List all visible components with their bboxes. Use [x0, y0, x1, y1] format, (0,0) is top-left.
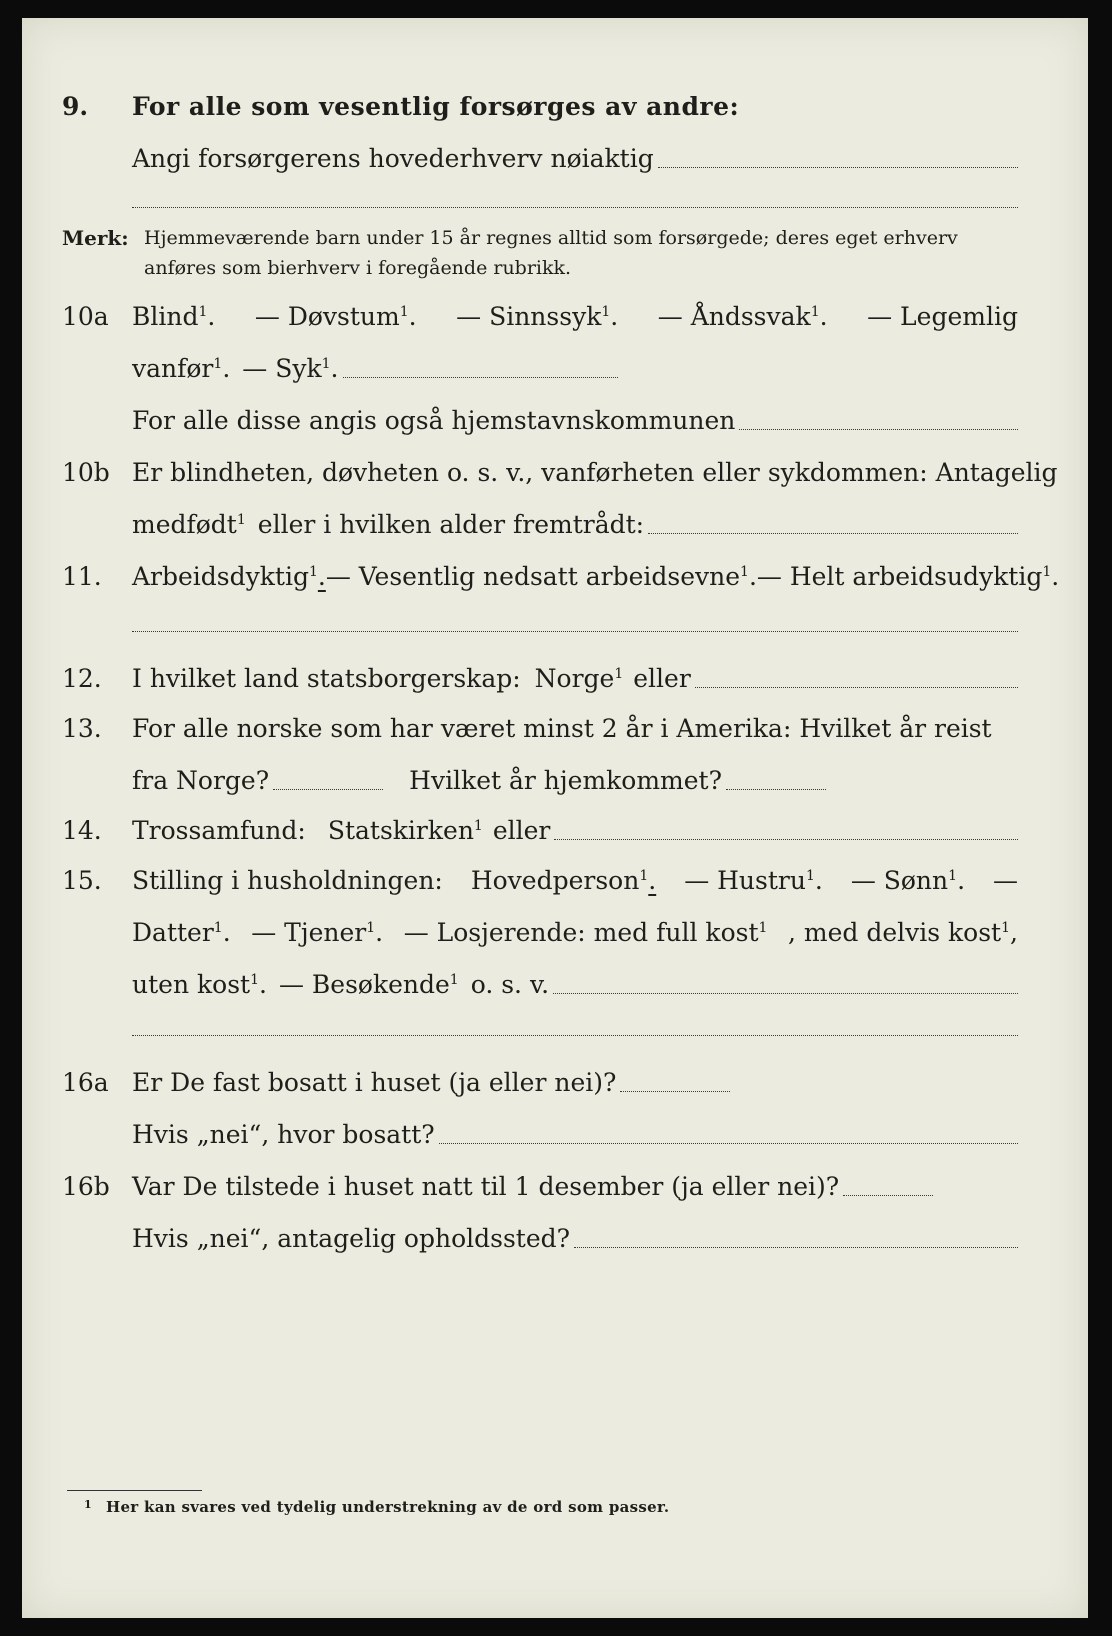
q10b-row-2 [22, 506, 1088, 546]
q10a-hjemstavn-field[interactable] [739, 428, 1018, 430]
q15-dash: — [992, 866, 1018, 895]
q14-number: 14. [62, 816, 102, 845]
option-nedsatt-arbeidsevne[interactable]: — Vesentlig nedsatt arbeidsevne1. [325, 562, 757, 591]
q13-hjemkommet-field[interactable] [726, 788, 826, 790]
q16b-opholdssted-label: Hvis „nei“, antagelig opholdssted? [132, 1224, 571, 1253]
option-full-kost[interactable]: — Losjerende: med full kost1 [403, 918, 768, 947]
q12-country-field[interactable] [695, 686, 1018, 688]
q10b-alder-field[interactable] [648, 532, 1018, 534]
option-blind[interactable]: Blind1. [132, 302, 216, 331]
q16a-number: 16a [62, 1068, 109, 1097]
q13-number: 13. [62, 714, 102, 743]
q16a-question: Er De fast bosatt i huset (ja eller nei)? [132, 1068, 617, 1097]
q14-row [22, 812, 1088, 852]
q11-number: 11. [62, 562, 102, 591]
footnote-text: Her kan svares ved tydelig understrekning av de ord som passer. [105, 1498, 670, 1516]
census-form-page [22, 18, 1088, 1618]
q12-label: I hvilket land statsborgerskap: [132, 664, 521, 693]
q10a-row-1 [22, 298, 1088, 338]
option-syk[interactable]: — Syk1. [242, 354, 339, 383]
q15-stilling-field[interactable] [553, 992, 1018, 994]
q14-label: Trossamfund: [132, 816, 306, 845]
q16a-row-2 [22, 1116, 1088, 1156]
merk-text: Hjemmeværende barn under 15 år regnes alltid som forsørgede; deres eget erhverv anføres som bierhverv i foregående rubrikk. [144, 227, 958, 279]
q15-label: Stilling i husholdningen: [132, 866, 443, 895]
option-legemlig[interactable]: — Legemlig [867, 302, 1018, 331]
option-delvis-kost[interactable]: , med delvis kost1, [787, 918, 1018, 947]
q10a-row-2 [22, 350, 1088, 390]
q15-osv: o. s. v. [470, 970, 550, 999]
q11-row [22, 558, 1088, 598]
option-tjener[interactable]: — Tjener1. [251, 918, 384, 947]
option-norge[interactable]: Norge1 [534, 664, 624, 693]
option-medfodt[interactable]: medfødt1 [132, 510, 246, 539]
q14-eller: eller [492, 816, 551, 845]
q11-extra-answer-line[interactable] [132, 630, 1018, 632]
footnote-mark: 1 [84, 1498, 92, 1511]
q16b-row-2 [22, 1220, 1088, 1260]
q13-row-1 [22, 710, 1088, 750]
q10a-syk-field[interactable] [343, 376, 618, 378]
q10b-row-1 [22, 454, 1088, 494]
option-arbeidsudyktig[interactable]: — Helt arbeidsudyktig1. [756, 562, 1060, 591]
q14-trossamfund-field[interactable] [554, 838, 1018, 840]
q12-eller: eller [633, 664, 691, 693]
q13-row-2 [22, 762, 1088, 802]
q13-reist-field[interactable] [273, 788, 383, 790]
q16b-question: Var De tilstede i huset natt til 1 desember (ja eller nei)? [132, 1172, 840, 1201]
q9-title-row [22, 88, 1088, 128]
q16b-row-1 [22, 1168, 1088, 1208]
q16b-opholdssted-field[interactable] [574, 1246, 1018, 1248]
q16a-bosatt-label: Hvis „nei“, hvor bosatt? [132, 1120, 435, 1149]
option-arbeidsdyktig[interactable]: Arbeidsdyktig1. [132, 562, 326, 591]
q13-text: For alle norske som har været minst 2 år i Amerika: Hvilket år reist [132, 714, 992, 743]
q12-row [22, 660, 1088, 700]
q13-reist-label: fra Norge? [132, 766, 270, 795]
q10b-alder-label: eller i hvilken alder fremtrådt: [257, 510, 645, 539]
q9-number: 9. [62, 92, 89, 121]
q12-number: 12. [62, 664, 102, 693]
option-datter[interactable]: Datter1. [132, 918, 231, 947]
footnote-rule [67, 1490, 202, 1491]
q15-row-2 [22, 914, 1088, 954]
option-hustru[interactable]: — Hustru1. [684, 866, 823, 895]
option-sonn[interactable]: — Sønn1. [850, 866, 966, 895]
merk-note [62, 223, 1022, 283]
q15-row-3 [22, 966, 1088, 1006]
option-statskirken[interactable]: Statskirken1 [327, 816, 483, 845]
q13-hjemkommet-label: Hvilket år hjemkommet? [409, 766, 723, 795]
q9-line-label: Angi forsørgerens hovederhverv nøiaktig [132, 144, 654, 173]
option-sinnssyk[interactable]: — Sinnssyk1. [456, 302, 619, 331]
footnote [84, 1498, 669, 1516]
q15-row-1 [22, 862, 1088, 902]
q10a-hjemstavn-label: For alle disse angis også hjemstavnskommunen [132, 406, 736, 435]
q9-line-row [22, 140, 1088, 180]
option-vanfor[interactable]: vanfør1. [132, 354, 231, 383]
option-andssvak[interactable]: — Åndssvak1. [657, 302, 828, 331]
q9-title: For alle som vesentlig forsørges av andre: [132, 92, 740, 121]
q16a-bosatt-field[interactable] [439, 1142, 1018, 1144]
q15-number: 15. [62, 866, 102, 895]
q15-extra-answer-line[interactable] [132, 1034, 1018, 1036]
q10b-number: 10b [62, 458, 110, 487]
option-hovedperson[interactable]: Hovedperson1. [470, 866, 657, 895]
option-uten-kost[interactable]: uten kost1. [132, 970, 267, 999]
q9-extra-answer-line[interactable] [132, 206, 1018, 208]
q16b-answer-field[interactable] [843, 1194, 933, 1196]
q10b-text: Er blindheten, døvheten o. s. v., vanførheten eller sykdommen: Antagelig [132, 458, 1058, 487]
q16a-answer-field[interactable] [620, 1090, 730, 1092]
option-besokende[interactable]: — Besøkende1 [278, 970, 459, 999]
q10a-row-3 [22, 402, 1088, 442]
option-dovstum[interactable]: — Døvstum1. [254, 302, 417, 331]
q9-answer-field[interactable] [658, 166, 1018, 168]
q10a-number: 10a [62, 302, 109, 331]
q16b-number: 16b [62, 1172, 110, 1201]
q16a-row-1 [22, 1064, 1088, 1104]
merk-label: Merk: [62, 226, 129, 250]
